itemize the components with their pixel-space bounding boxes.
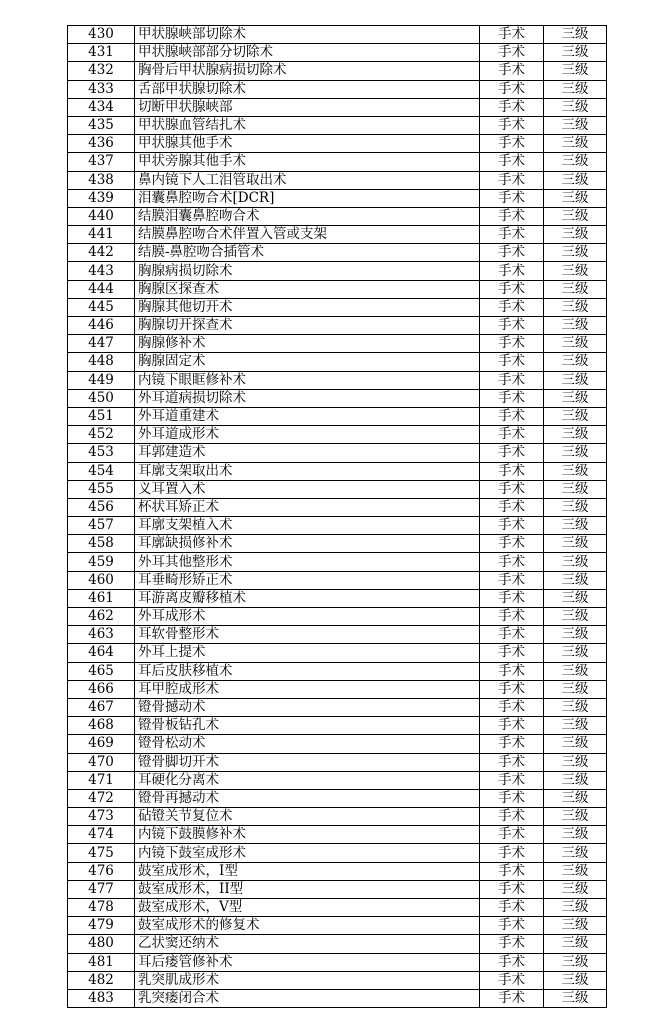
row-number-cell: 460 (68, 571, 135, 589)
row-number-cell: 442 (68, 244, 135, 262)
procedure-level-cell: 三级 (544, 771, 607, 789)
table-row (68, 98, 607, 116)
table-row (68, 589, 607, 607)
row-number-cell: 451 (68, 407, 135, 425)
procedure-name-cell: 外耳道重建术 (135, 407, 480, 425)
procedure-level-cell: 三级 (544, 62, 607, 80)
procedure-level-cell: 三级 (544, 971, 607, 989)
procedure-level-cell: 三级 (544, 153, 607, 171)
procedure-type-cell: 手术 (480, 80, 544, 98)
row-number-cell: 431 (68, 44, 135, 62)
procedure-level-cell: 三级 (544, 826, 607, 844)
procedure-name-cell: 结膜鼻腔吻合术伴置入管或支架 (135, 226, 480, 244)
row-number-cell: 440 (68, 207, 135, 225)
row-number-cell: 436 (68, 135, 135, 153)
row-number-cell: 461 (68, 589, 135, 607)
procedure-name-cell: 砧镫关节复位术 (135, 808, 480, 826)
procedure-level-cell: 三级 (544, 789, 607, 807)
procedure-level-cell: 三级 (544, 426, 607, 444)
table-row (68, 153, 607, 171)
table-row (68, 207, 607, 225)
procedure-name-cell: 外耳成形术 (135, 608, 480, 626)
table-row (68, 244, 607, 262)
procedure-level-cell: 三级 (544, 207, 607, 225)
table-row (68, 880, 607, 898)
procedure-name-cell: 耳软骨整形术 (135, 626, 480, 644)
procedure-type-cell: 手术 (480, 207, 544, 225)
row-number-cell: 452 (68, 426, 135, 444)
procedure-type-cell: 手术 (480, 171, 544, 189)
procedure-name-cell: 甲状腺血管结扎术 (135, 116, 480, 134)
row-number-cell: 437 (68, 153, 135, 171)
row-number-cell: 443 (68, 262, 135, 280)
table-row (68, 317, 607, 335)
procedure-level-cell: 三级 (544, 371, 607, 389)
table-row (68, 371, 607, 389)
procedure-name-cell: 镫骨撼动术 (135, 698, 480, 716)
row-number-cell: 445 (68, 298, 135, 316)
procedure-name-cell: 切断甲状腺峡部 (135, 98, 480, 116)
procedure-type-cell: 手术 (480, 553, 544, 571)
procedure-name-cell: 耳后瘘管修补术 (135, 953, 480, 971)
procedure-level-cell: 三级 (544, 444, 607, 462)
row-number-cell: 430 (68, 26, 135, 44)
procedure-level-cell: 三级 (544, 353, 607, 371)
row-number-cell: 453 (68, 444, 135, 462)
procedure-name-cell: 舌部甲状腺切除术 (135, 80, 480, 98)
row-number-cell: 470 (68, 753, 135, 771)
procedure-name-cell: 耳廓支架植入术 (135, 517, 480, 535)
table-row (68, 662, 607, 680)
table-row (68, 680, 607, 698)
procedure-level-cell: 三级 (544, 680, 607, 698)
table-row (68, 971, 607, 989)
procedure-type-cell: 手术 (480, 153, 544, 171)
table-row (68, 808, 607, 826)
procedure-name-cell: 泪囊鼻腔吻合术[DCR] (135, 189, 480, 207)
procedure-type-cell: 手术 (480, 517, 544, 535)
procedure-type-cell: 手术 (480, 571, 544, 589)
procedure-name-cell: 内镜下鼓室成形术 (135, 844, 480, 862)
procedure-level-cell: 三级 (544, 116, 607, 134)
table-row (68, 407, 607, 425)
procedure-type-cell: 手术 (480, 280, 544, 298)
table-row (68, 44, 607, 62)
procedure-level-cell: 三级 (544, 571, 607, 589)
procedure-type-cell: 手术 (480, 953, 544, 971)
row-number-cell: 447 (68, 335, 135, 353)
procedure-level-cell: 三级 (544, 80, 607, 98)
procedure-level-cell: 三级 (544, 626, 607, 644)
table-row (68, 389, 607, 407)
procedure-level-cell: 三级 (544, 935, 607, 953)
procedure-type-cell: 手术 (480, 735, 544, 753)
row-number-cell: 473 (68, 808, 135, 826)
table-row (68, 80, 607, 98)
procedure-type-cell: 手术 (480, 680, 544, 698)
row-number-cell: 439 (68, 189, 135, 207)
procedure-type-cell: 手术 (480, 880, 544, 898)
row-number-cell: 483 (68, 989, 135, 1007)
procedure-type-cell: 手术 (480, 899, 544, 917)
procedure-type-cell: 手术 (480, 826, 544, 844)
table-row (68, 771, 607, 789)
procedure-level-cell: 三级 (544, 262, 607, 280)
row-number-cell: 479 (68, 917, 135, 935)
table-row (68, 135, 607, 153)
table-row (68, 917, 607, 935)
procedure-type-cell: 手术 (480, 444, 544, 462)
procedure-level-cell: 三级 (544, 517, 607, 535)
table-row (68, 189, 607, 207)
table-row (68, 444, 607, 462)
procedure-type-cell: 手术 (480, 135, 544, 153)
table-row (68, 826, 607, 844)
table-row (68, 989, 607, 1007)
procedure-type-cell: 手术 (480, 116, 544, 134)
table-row (68, 717, 607, 735)
procedure-level-cell: 三级 (544, 753, 607, 771)
procedure-level-cell: 三级 (544, 98, 607, 116)
procedure-name-cell: 耳甲腔成形术 (135, 680, 480, 698)
row-number-cell: 449 (68, 371, 135, 389)
procedure-level-cell: 三级 (544, 407, 607, 425)
procedure-name-cell: 耳廓支架取出术 (135, 462, 480, 480)
procedure-name-cell: 鼓室成形术，I型 (135, 862, 480, 880)
table-row (68, 480, 607, 498)
procedure-name-cell: 耳廓缺损修补术 (135, 535, 480, 553)
table-row (68, 353, 607, 371)
row-number-cell: 482 (68, 971, 135, 989)
procedure-type-cell: 手术 (480, 298, 544, 316)
procedure-level-cell: 三级 (544, 462, 607, 480)
procedure-name-cell: 鼓室成形术，II型 (135, 880, 480, 898)
row-number-cell: 432 (68, 62, 135, 80)
procedure-type-cell: 手术 (480, 698, 544, 716)
row-number-cell: 465 (68, 662, 135, 680)
procedure-type-cell: 手术 (480, 62, 544, 80)
procedure-type-cell: 手术 (480, 353, 544, 371)
procedure-name-cell: 甲状腺峡部切除术 (135, 26, 480, 44)
procedure-type-cell: 手术 (480, 917, 544, 935)
row-number-cell: 466 (68, 680, 135, 698)
procedure-level-cell: 三级 (544, 226, 607, 244)
procedure-type-cell: 手术 (480, 935, 544, 953)
table-row (68, 644, 607, 662)
row-number-cell: 471 (68, 771, 135, 789)
procedure-type-cell: 手术 (480, 98, 544, 116)
table-row (68, 935, 607, 953)
row-number-cell: 464 (68, 644, 135, 662)
row-number-cell: 458 (68, 535, 135, 553)
row-number-cell: 450 (68, 389, 135, 407)
procedure-level-cell: 三级 (544, 899, 607, 917)
procedure-name-cell: 甲状旁腺其他手术 (135, 153, 480, 171)
row-number-cell: 434 (68, 98, 135, 116)
table-row (68, 789, 607, 807)
procedure-name-cell: 内镜下眼眶修补术 (135, 371, 480, 389)
row-number-cell: 481 (68, 953, 135, 971)
procedure-type-cell: 手术 (480, 189, 544, 207)
procedure-type-cell: 手术 (480, 789, 544, 807)
row-number-cell: 444 (68, 280, 135, 298)
procedure-type-cell: 手术 (480, 480, 544, 498)
row-number-cell: 448 (68, 353, 135, 371)
procedure-type-cell: 手术 (480, 771, 544, 789)
procedure-level-cell: 三级 (544, 244, 607, 262)
procedure-type-cell: 手术 (480, 426, 544, 444)
table-row (68, 280, 607, 298)
procedure-name-cell: 耳后皮肤移植术 (135, 662, 480, 680)
procedure-level-cell: 三级 (544, 953, 607, 971)
procedure-name-cell: 胸腺区探查术 (135, 280, 480, 298)
procedure-level-cell: 三级 (544, 298, 607, 316)
procedure-name-cell: 胸骨后甲状腺病损切除术 (135, 62, 480, 80)
procedure-type-cell: 手术 (480, 407, 544, 425)
table-row (68, 26, 607, 44)
procedure-name-cell: 耳游离皮瓣移植术 (135, 589, 480, 607)
table-row (68, 553, 607, 571)
procedure-name-cell: 外耳道成形术 (135, 426, 480, 444)
table-row (68, 62, 607, 80)
row-number-cell: 476 (68, 862, 135, 880)
procedure-name-cell: 镫骨松动术 (135, 735, 480, 753)
procedure-name-cell: 胸腺固定术 (135, 353, 480, 371)
procedure-level-cell: 三级 (544, 189, 607, 207)
table-row (68, 899, 607, 917)
procedure-level-cell: 三级 (544, 135, 607, 153)
procedure-level-cell: 三级 (544, 317, 607, 335)
procedure-name-cell: 镫骨板钻孔术 (135, 717, 480, 735)
procedure-name-cell: 胸腺病损切除术 (135, 262, 480, 280)
procedure-type-cell: 手术 (480, 717, 544, 735)
procedure-type-cell: 手术 (480, 862, 544, 880)
procedure-type-cell: 手术 (480, 335, 544, 353)
row-number-cell: 454 (68, 462, 135, 480)
procedure-name-cell: 耳垂畸形矫正术 (135, 571, 480, 589)
procedure-level-cell: 三级 (544, 389, 607, 407)
procedure-level-cell: 三级 (544, 608, 607, 626)
procedure-type-cell: 手术 (480, 589, 544, 607)
procedure-type-cell: 手术 (480, 262, 544, 280)
procedure-type-cell: 手术 (480, 808, 544, 826)
procedure-level-cell: 三级 (544, 862, 607, 880)
row-number-cell: 462 (68, 608, 135, 626)
row-number-cell: 477 (68, 880, 135, 898)
procedure-level-cell: 三级 (544, 280, 607, 298)
procedure-type-cell: 手术 (480, 317, 544, 335)
procedure-name-cell: 乙状窦还纳术 (135, 935, 480, 953)
row-number-cell: 478 (68, 899, 135, 917)
procedure-level-cell: 三级 (544, 880, 607, 898)
table-row (68, 862, 607, 880)
procedure-type-cell: 手术 (480, 844, 544, 862)
procedure-name-cell: 杯状耳矫正术 (135, 498, 480, 516)
procedure-type-cell: 手术 (480, 44, 544, 62)
procedure-type-cell: 手术 (480, 971, 544, 989)
table-row (68, 698, 607, 716)
table-row (68, 462, 607, 480)
procedure-level-cell: 三级 (544, 844, 607, 862)
table-row (68, 517, 607, 535)
row-number-cell: 433 (68, 80, 135, 98)
row-number-cell: 472 (68, 789, 135, 807)
procedure-level-cell: 三级 (544, 498, 607, 516)
procedure-name-cell: 外耳其他整形术 (135, 553, 480, 571)
procedure-name-cell: 结膜-鼻腔吻合插管术 (135, 244, 480, 262)
procedure-type-cell: 手术 (480, 608, 544, 626)
procedure-type-cell: 手术 (480, 753, 544, 771)
table-row (68, 626, 607, 644)
procedure-name-cell: 耳硬化分离术 (135, 771, 480, 789)
row-number-cell: 474 (68, 826, 135, 844)
row-number-cell: 455 (68, 480, 135, 498)
procedure-table-body (68, 26, 607, 1008)
procedure-name-cell: 胸腺其他切开术 (135, 298, 480, 316)
procedure-level-cell: 三级 (544, 808, 607, 826)
row-number-cell: 469 (68, 735, 135, 753)
procedure-type-cell: 手术 (480, 389, 544, 407)
table-row (68, 226, 607, 244)
procedure-name-cell: 耳郭建造术 (135, 444, 480, 462)
procedure-type-cell: 手术 (480, 989, 544, 1007)
table-row (68, 171, 607, 189)
procedure-level-cell: 三级 (544, 26, 607, 44)
table-row (68, 535, 607, 553)
procedure-type-cell: 手术 (480, 226, 544, 244)
procedure-type-cell: 手术 (480, 244, 544, 262)
table-row (68, 844, 607, 862)
procedure-table (67, 25, 607, 1008)
row-number-cell: 475 (68, 844, 135, 862)
procedure-name-cell: 内镜下鼓膜修补术 (135, 826, 480, 844)
procedure-level-cell: 三级 (544, 335, 607, 353)
table-row (68, 608, 607, 626)
row-number-cell: 446 (68, 317, 135, 335)
table-row (68, 571, 607, 589)
procedure-name-cell: 乳突肌成形术 (135, 971, 480, 989)
procedure-level-cell: 三级 (544, 989, 607, 1007)
procedure-level-cell: 三级 (544, 662, 607, 680)
procedure-level-cell: 三级 (544, 44, 607, 62)
procedure-name-cell: 镫骨脚切开术 (135, 753, 480, 771)
procedure-level-cell: 三级 (544, 735, 607, 753)
procedure-name-cell: 外耳上提术 (135, 644, 480, 662)
procedure-type-cell: 手术 (480, 498, 544, 516)
procedure-name-cell: 乳突瘘闭合术 (135, 989, 480, 1007)
procedure-level-cell: 三级 (544, 698, 607, 716)
procedure-type-cell: 手术 (480, 644, 544, 662)
procedure-level-cell: 三级 (544, 917, 607, 935)
row-number-cell: 457 (68, 517, 135, 535)
procedure-name-cell: 胸腺切开探查术 (135, 317, 480, 335)
procedure-name-cell: 甲状腺峡部部分切除术 (135, 44, 480, 62)
procedure-type-cell: 手术 (480, 462, 544, 480)
table-row (68, 953, 607, 971)
procedure-level-cell: 三级 (544, 717, 607, 735)
procedure-type-cell: 手术 (480, 26, 544, 44)
row-number-cell: 468 (68, 717, 135, 735)
table-row (68, 753, 607, 771)
procedure-type-cell: 手术 (480, 626, 544, 644)
procedure-name-cell: 鼓室成形术的修复术 (135, 917, 480, 935)
row-number-cell: 467 (68, 698, 135, 716)
table-row (68, 335, 607, 353)
procedure-level-cell: 三级 (544, 535, 607, 553)
procedure-name-cell: 甲状腺其他手术 (135, 135, 480, 153)
procedure-level-cell: 三级 (544, 644, 607, 662)
procedure-name-cell: 鼻内镜下人工泪管取出术 (135, 171, 480, 189)
procedure-name-cell: 镫骨再撼动术 (135, 789, 480, 807)
row-number-cell: 441 (68, 226, 135, 244)
procedure-level-cell: 三级 (544, 480, 607, 498)
table-row (68, 498, 607, 516)
row-number-cell: 459 (68, 553, 135, 571)
table-row (68, 298, 607, 316)
row-number-cell: 456 (68, 498, 135, 516)
row-number-cell: 438 (68, 171, 135, 189)
row-number-cell: 435 (68, 116, 135, 134)
procedure-type-cell: 手术 (480, 535, 544, 553)
procedure-type-cell: 手术 (480, 662, 544, 680)
procedure-name-cell: 外耳道病损切除术 (135, 389, 480, 407)
table-row (68, 426, 607, 444)
procedure-level-cell: 三级 (544, 589, 607, 607)
table-row (68, 735, 607, 753)
table-row (68, 262, 607, 280)
row-number-cell: 480 (68, 935, 135, 953)
procedure-type-cell: 手术 (480, 371, 544, 389)
procedure-level-cell: 三级 (544, 553, 607, 571)
procedure-name-cell: 义耳置入术 (135, 480, 480, 498)
procedure-name-cell: 鼓室成形术，V型 (135, 899, 480, 917)
procedure-level-cell: 三级 (544, 171, 607, 189)
table-row (68, 116, 607, 134)
row-number-cell: 463 (68, 626, 135, 644)
procedure-name-cell: 胸腺修补术 (135, 335, 480, 353)
procedure-name-cell: 结膜泪囊鼻腔吻合术 (135, 207, 480, 225)
